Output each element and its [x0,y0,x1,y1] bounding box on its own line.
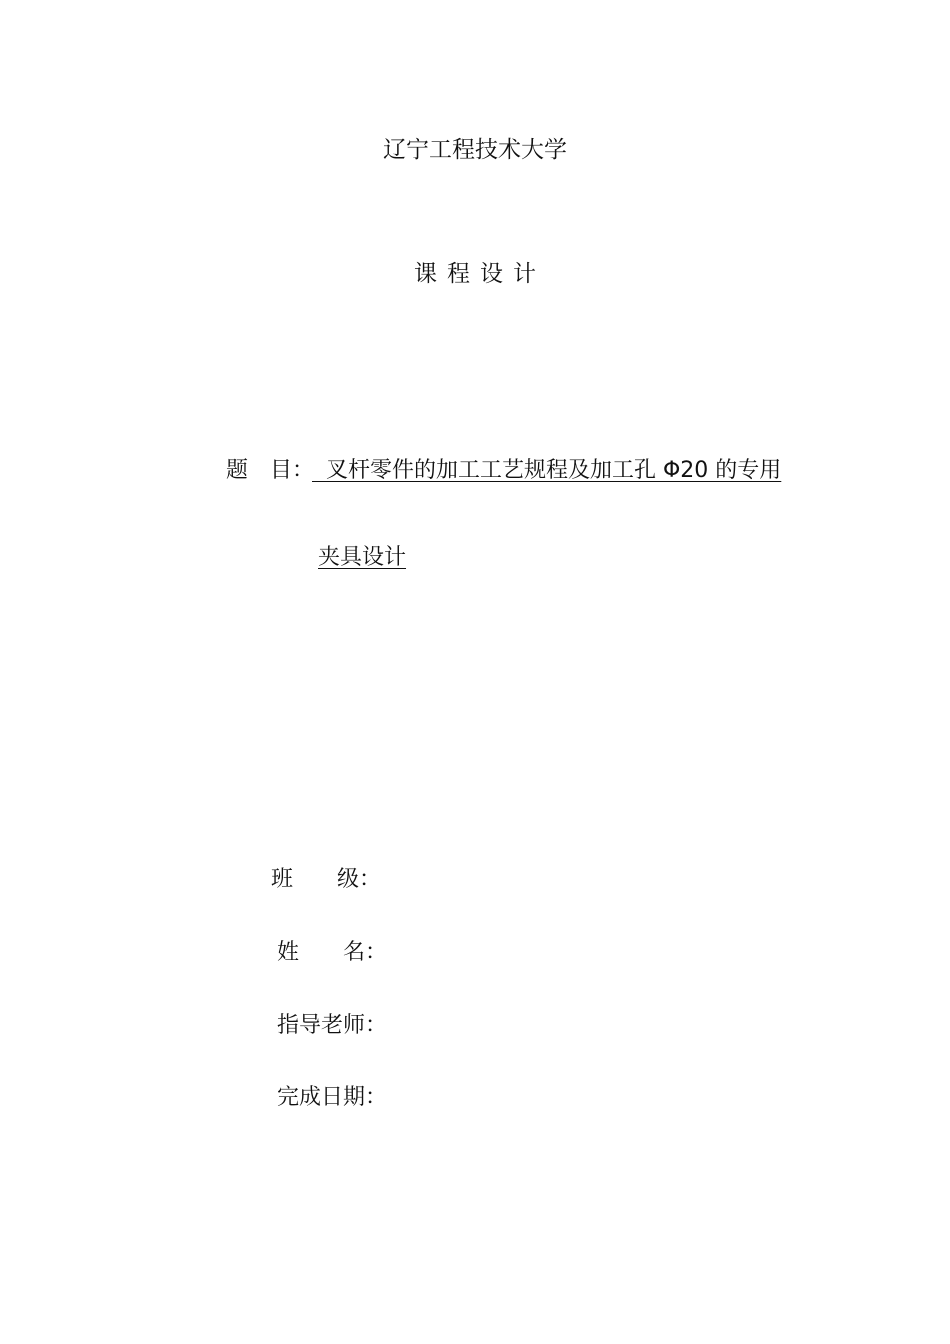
course-design-title: 课程设计 [414,261,546,287]
student-name-label: 姓 名： [277,940,388,965]
university-name: 辽宁工程技术大学 [383,137,567,163]
completion-date-label: 完成日期： [277,1085,388,1110]
topic-label: 题 目： [226,458,315,483]
topic-text-line2: 夹具设计 [318,545,407,570]
advisor-label: 指导老师： [277,1013,388,1038]
topic-text-line1: 叉杆零件的加工工艺规程及加工孔 Φ20 的专用 [312,458,782,483]
class-label: 班 级： [271,867,382,892]
